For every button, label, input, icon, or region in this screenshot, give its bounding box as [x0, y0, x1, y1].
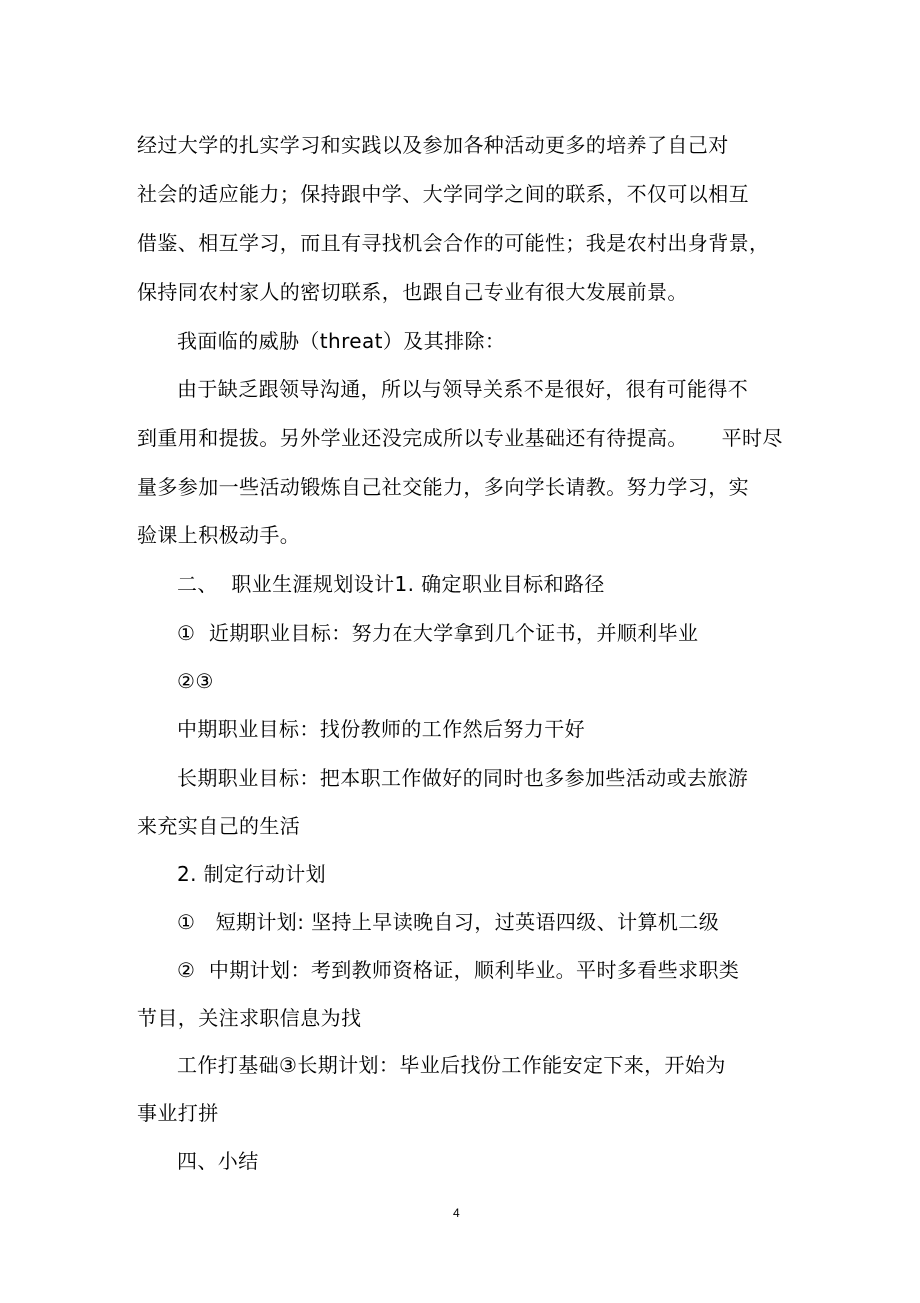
list-item-long-term-plan: 工作打基础③长期计划：毕业后找份工作能安定下来，开始为 [177, 1053, 726, 1077]
list-item-short-term-goal: ① 近期职业目标：努力在大学拿到几个证书，并顺利毕业 [177, 621, 699, 645]
text-line-21: 事业打拼 [137, 1101, 219, 1125]
section-heading-career-plan: 二、 职业生涯规划设计1. 确定职业目标和路径 [177, 572, 605, 596]
section-heading-summary: 四、小结 [177, 1149, 259, 1173]
text-line-7: 到重用和提拔。另外学业还没完成所以专业基础还有待提高。 平时尽 [137, 426, 783, 450]
section-heading-threat: 我面临的威胁（threat）及其排除： [177, 329, 506, 353]
section-heading-action-plan: 2. 制定行动计划 [177, 862, 327, 886]
text-line-3: 借鉴、相互学习，而且有寻找机会合作的可能性；我是农村出身背景， [137, 231, 770, 255]
text-line-2: 社会的适应能力；保持跟中学、大学同学之间的联系，不仅可以相互 [137, 182, 749, 206]
list-item-mid-term-goal: 中期职业目标：找份教师的工作然后努力干好 [177, 717, 585, 741]
text-line-1: 经过大学的扎实学习和实践以及参加各种活动更多的培养了自己对 [137, 133, 729, 157]
text-line-15: 来充实自己的生活 [137, 814, 301, 838]
list-item-short-term-plan: ① 短期计划: 坚持上早读晚自习，过英语四级、计算机二级 [177, 910, 720, 934]
text-line-8: 量多参加一些活动锻炼自己社交能力，多向学长请教。努力学习，实 [137, 475, 749, 499]
page-number: 4 [453, 1206, 460, 1220]
list-item-mid-term-plan: ② 中期计划：考到教师资格证，顺利毕业。平时多看些求职类 [177, 958, 740, 982]
text-line-4: 保持同农村家人的密切联系，也跟自己专业有很大发展前景。 [137, 280, 688, 304]
list-item-long-term-goal: 长期职业目标：把本职工作做好的同时也多参加些活动或去旅游 [177, 766, 749, 790]
text-line-9: 验课上积极动手。 [137, 523, 301, 547]
text-line-6: 由于缺乏跟领导沟通，所以与领导关系不是很好，很有可能得不 [177, 377, 749, 401]
text-line-19: 节目，关注求职信息为找 [137, 1006, 362, 1030]
list-markers: ②③ [177, 669, 214, 693]
